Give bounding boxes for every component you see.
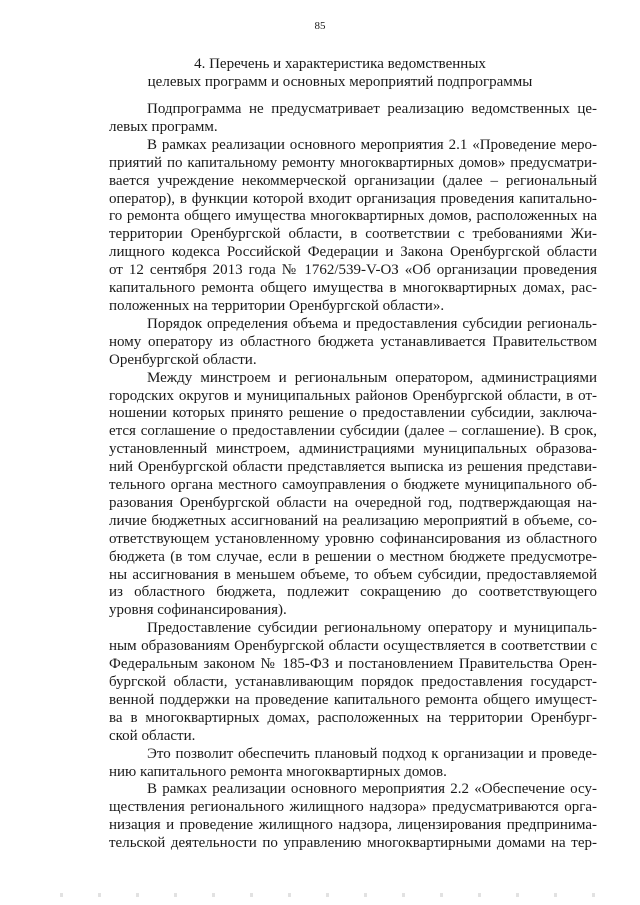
paragraph: [109, 620, 597, 745]
paragraph-line: Подпрограмма не предусматривает реализацию ведомственных це-: [147, 101, 597, 117]
paragraph-line: венной поддержки на проведение капитального ремонта общего имущест-: [109, 691, 597, 708]
paragraph: [109, 137, 597, 316]
paragraph-line: тельской деятельности по управлению многоквартирными домами на тер-: [109, 835, 597, 852]
paragraph-line: лищного кодекса Российской Федерации и Закона Оренбургской области: [109, 244, 597, 261]
paragraph: [109, 781, 597, 853]
paragraph-line: положенных на территории Оренбургской области».: [109, 297, 445, 314]
paragraph-line: го ремонта общего имущества многоквартирных домов, расположенных на: [109, 208, 597, 225]
section-heading-line: целевых программ и основных мероприятий подпрограммы: [147, 74, 533, 90]
paragraph: [109, 746, 597, 782]
paragraph: [109, 370, 597, 621]
paragraph-line: низация и проведение жилищного надзора, лицензирования предпринима-: [109, 817, 597, 834]
paragraph-line: нию капитального ремонта многоквартирных домов.: [109, 763, 447, 780]
paragraph-line: ществления регионального жилищного надзора» предусматриваются орга-: [109, 799, 597, 816]
page-number: 85: [314, 20, 326, 32]
paragraph-line: ны ассигнования в меньшем объеме, то объем субсидии, предоставляемой: [109, 566, 597, 583]
paragraph-line: вается учреждение некоммерческой организации (далее – региональный: [109, 172, 597, 189]
paragraph-line: Оренбургской области.: [109, 351, 257, 368]
paragraph-line: левых программ.: [109, 118, 218, 135]
paragraph-line: разования Оренбургской области на очередной год, подтверждающая на-: [109, 494, 597, 511]
paragraph-line: от 12 сентября 2013 года № 1762/539-V-ОЗ «Об организации проведения: [109, 262, 597, 279]
paragraph-line: ным образованиям Оренбургской области осуществляется в соответствии с: [109, 638, 597, 655]
paragraph-line: личие бюджетных ассигнований на реализацию мероприятий в объеме, со-: [109, 512, 597, 529]
paragraph-line: В рамках реализации основного мероприятия 2.1 «Проведение меро-: [147, 136, 597, 153]
paragraph-line: капитального ремонта общего имущества в многоквартирных домах, рас-: [109, 280, 597, 297]
paragraph-line: Федеральным законом № 185-ФЗ и постановлением Правительства Орен-: [109, 656, 597, 673]
paragraph-line: городских округов и муниципальных районов Оренбургской области, в от-: [109, 387, 597, 404]
section-heading-line: 4. Перечень и характеристика ведомственных: [194, 56, 486, 72]
paragraph-line: территории Оренбургской области, в соответствии с требованиями Жи-: [109, 226, 597, 243]
paragraph-line: бюджета (в том случае, если в решении о местном бюджете предусмотре-: [109, 548, 597, 565]
paragraph-line: из областного бюджета, подлежит сокращению до соответствующего: [109, 584, 597, 601]
section-heading: [110, 55, 570, 91]
paragraph-line: ному оператору из областного бюджета устанавливается Правительством: [109, 333, 597, 350]
paragraph-line: бургской области, устанавливающим порядок предоставления государст-: [109, 674, 597, 690]
paragraph-line: уровня софинансирования).: [109, 602, 287, 619]
paragraph-line: Между минстроем и региональным оператором, администрациями: [147, 369, 597, 386]
paragraph-line: приятий по капитальному ремонту многоквартирных домов» предусматри-: [109, 154, 597, 171]
paragraph-line: Предоставление субсидии региональному оператору и муниципаль-: [147, 620, 597, 637]
paragraph-line: ется соглашение о предоставлении субсидии (далее – соглашение). В срок,: [109, 423, 597, 440]
paragraph-line: оператор), в функции которой входит организация проведения капитально-: [109, 190, 597, 207]
paragraph: [109, 101, 597, 137]
paragraph-line: ответствующем установленному уровню софинансирования из областного: [109, 530, 597, 547]
paragraph-line: ва в многоквартирных домах, расположенных на территории Оренбург-: [109, 709, 597, 726]
paragraph-line: Порядок определения объема и предоставления субсидии региональ-: [147, 315, 597, 332]
body-text: [109, 101, 597, 853]
paragraph-line: ношении которых принято решение о предоставлении субсидии, заключа-: [109, 405, 597, 422]
paragraph-line: ской области.: [109, 727, 196, 744]
paragraph-line: Это позволит обеспечить плановый подход к организации и проведе-: [147, 745, 597, 762]
paragraph: [109, 316, 597, 370]
paragraph-line: ний Оренбургской области представляется выписка из решения представи-: [109, 459, 597, 476]
paragraph-line: установленный минстроем, администрациями муниципальных образова-: [109, 441, 597, 458]
paragraph-line: тельного органа местного самоуправления о бюджете муниципального об-: [109, 477, 597, 494]
scan-artifact: [60, 893, 620, 897]
paragraph-line: В рамках реализации основного мероприятия 2.2 «Обеспечение осу-: [147, 781, 597, 798]
